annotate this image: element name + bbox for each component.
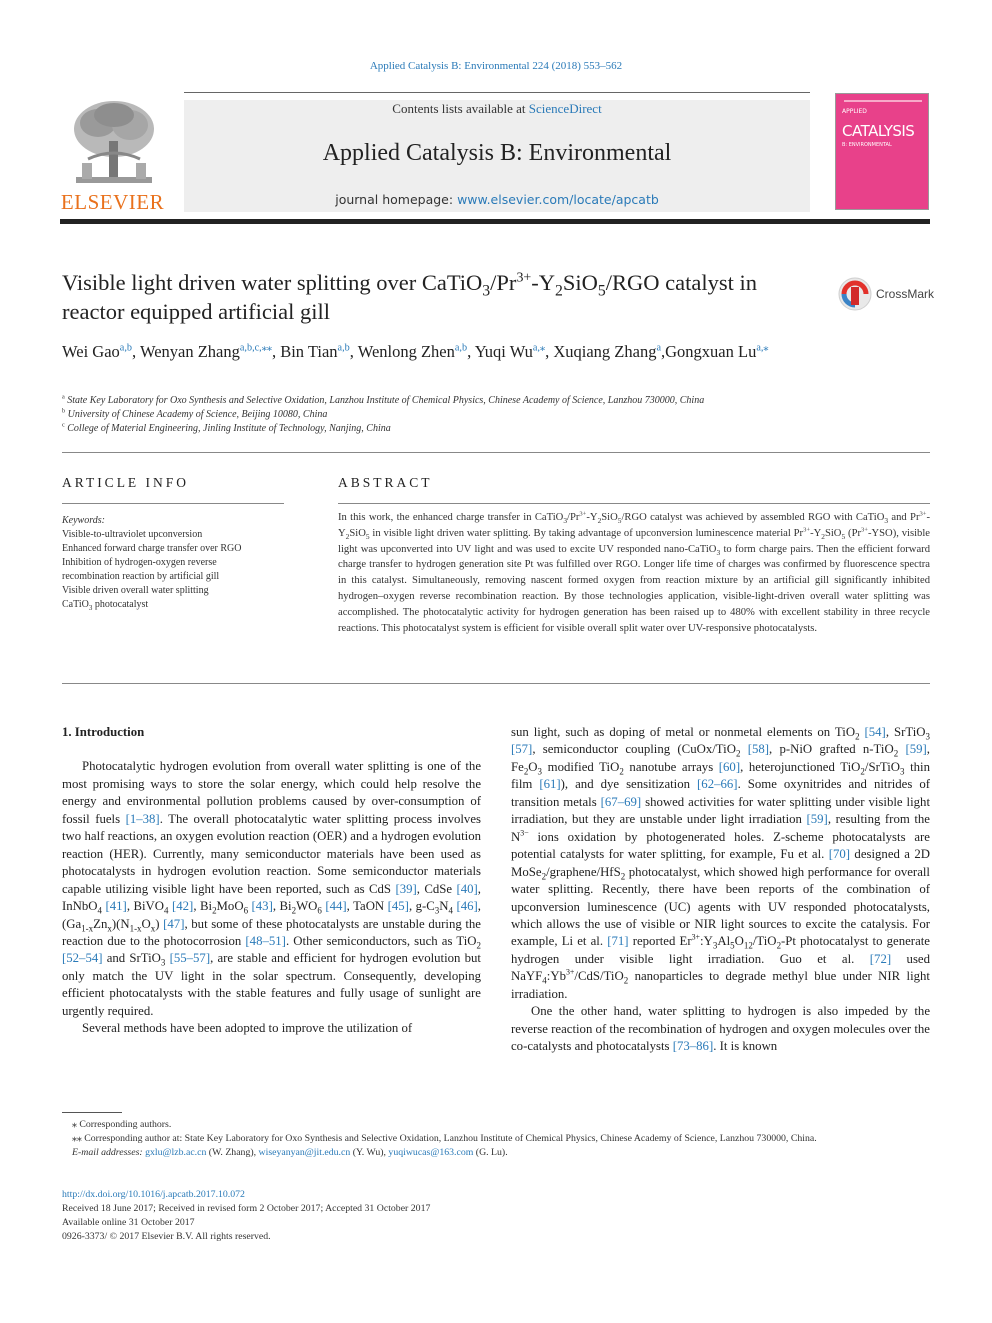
author-name[interactable]: Xuqiang Zhang$^a$ [553,342,661,361]
elsevier-logo[interactable] [60,97,165,212]
author-name[interactable]: Wei Gao$^{a,b}$ [62,342,132,361]
crossmark-badge[interactable] [838,277,938,311]
author-name[interactable]: Yuqi $Wu^{a,⁎}$ [474,342,546,361]
keyword-item: recombination reaction by artificial gill [62,571,220,582]
reference-link[interactable]: [46] [456,899,478,914]
reference-link[interactable]: [44] [325,899,347,914]
received-dates: Received 18 June 2017; Received in revised form 2 October 2017; Accepted 31 October 2017 [62,1203,431,1214]
reference-link[interactable]: [73–86] [672,1039,714,1054]
keywords-label: Keywords: [62,515,105,526]
author-affiliation-marks[interactable]: a,⁎ [532,342,546,354]
abstract-rule [338,503,930,504]
contents-line [184,101,810,117]
crossmark-icon [838,277,872,311]
email-link[interactable]: gxlu@lzb.ac.cn [145,1147,207,1158]
intro-paragraph-2-start: Several methods have been adopted to improve the utilization of [82,1021,413,1036]
author-name[interactable]: Wenyan Zhang$^{a,b,c,⁎⁎}$ [139,342,272,361]
journal-homepage-link[interactable]: www.elsevier.com/locate/apcatb [457,192,659,207]
elsevier-tree-icon [68,97,160,189]
footnote-corresponding-address: ⁎⁎ Corresponding author at: State Key Laboratory for Oxo Synthesis and Selective Oxidation, Lanzhou Institute of Chemical Physics, Chinese Academy of Science, Lanzhou 730000, China. [72,1133,817,1144]
journal-cover-thumbnail[interactable] [835,93,929,210]
author-affiliation-marks[interactable]: a,b [119,342,132,354]
reference-link[interactable]: [39] [395,881,417,896]
reference-link[interactable]: [62–66] [697,777,738,792]
reference-link[interactable]: [70] [828,847,851,862]
reference-link[interactable]: [60] [718,759,741,774]
footnotes [62,1118,930,1160]
reference-link[interactable]: [67–69] [600,794,642,809]
reference-link[interactable]: [52–54] [62,951,103,966]
author-affiliation-marks[interactable]: a,b [454,342,468,354]
reference-link[interactable]: [55–57] [169,951,211,966]
section-divider [62,683,930,684]
abstract-heading: ABSTRACT [338,475,433,490]
email-link[interactable]: yuqiwucas@163.com [388,1147,474,1158]
article-info-rule [62,503,284,504]
author-name[interactable]: Wenlong Zhen$^{a,b}$ [357,342,468,361]
reference-link[interactable]: [71] [607,934,629,949]
reference-link[interactable]: [58] [747,742,770,757]
author-affiliation-marks[interactable]: a,⁎ [756,342,769,354]
journal-homepage-line [184,192,810,207]
reference-link[interactable]: [57] [511,742,533,757]
intro-paragraph-2-cont: sun light, such as doping of metal or nonmetal elements on TiO$_2$ [54], SrTiO$_3$ [57], semiconductor coupling (CuOx/TiO$_2$ [58], p-NiO grafted n-TiO$_2$ [59], $Fe_2O_3$ modified TiO$_2$ nanotube arrays [60], heterojunctioned TiO$_2$/SrTiO$_3$ thin film [61]), and dye sensitization [62–66]. Some oxynitrides and nitrides of transition metals [67–69] showed activities for water splitting under visible light irradiation, but they are unstable under light irradiation [59], resulting from the $N^{3-}$ ions oxidation by photogenerated holes. Z-scheme photocatalysts are potential catalysts for water splitting, for example, Fu et al. [70] designed a 2D MoSe$_2$/graphene/HfS$_2$ photocatalyst, which showed high performance for overall water splitting. Recently, there have been reports of the combination of upconversion luminescence (UC) agents with UV responded photocatalysts, which allows the use of visible or NIR light sources to excite the catalysis. For example, Li et al. [71] reported $Er^{3+}:Y_3Al_5O_{12}/TiO_2-Pt$ photocatalyst to generate hydrogen under visible light irradiation. Guo et al. [72] used $NaYF_4:Yb^{3+}/CdS/TiO_2$ nanoparticles to degrade methyl blue under NIR light irradiation. [511,725,931,1001]
email-link[interactable]: wiseyanyan@jit.edu.cn [258,1147,351,1158]
header-bottom-rule [60,219,930,224]
article-info-heading: ARTICLE INFO [62,475,190,490]
affiliations [62,394,922,436]
intro-paragraph-3: One the other hand, water splitting to hydrogen is also impeded by the reverse reaction of the recombination of hydrogen and oxygen molecules over the co-catalysts and photocatalysts [73–86]. It is known [511,1004,930,1054]
affiliation-b: $^b$ University of Chinese Academy of Science, Beijing 10080, China [62,407,328,420]
affiliation-a: $^a$ State Key Laboratory for Oxo Synthesis and Selective Oxidation, Lanzhou Institute of Chemical Physics, Chinese Academy of Science, Lanzhou 730000, China [62,393,705,406]
author-affiliation-marks[interactable]: a,b [337,342,350,354]
footnote-rule [62,1112,122,1113]
cover-title-text: CATALYSIS [842,122,915,140]
reference-link[interactable]: [59] [806,812,828,827]
keyword-item: Visible driven overall water splitting [62,585,209,596]
email-label: E-mail addresses: [72,1147,143,1158]
author-name[interactable]: Gongxuan $Lu^{a,⁎}$ [665,342,769,361]
keyword-item: Visible-to-ultraviolet upconversion [62,529,203,540]
author-affiliation-marks[interactable]: a [656,342,661,354]
sciencedirect-link[interactable]: ScienceDirect [528,101,602,116]
contents-prefix: Contents lists available at [392,101,529,116]
journal-title: Applied Catalysis B: Environmental [322,140,672,166]
affiliation-c: $^c$ College of Material Engineering, Jinling Institute of Technology, Nanjing, China [62,421,391,434]
cover-top-band [844,100,922,102]
author-affiliation-marks[interactable]: a,b,c,⁎⁎ [239,342,272,354]
online-date: Available online 31 October 2017 [62,1217,195,1228]
author-name[interactable]: Bin Tian$^{a,b}$ [280,342,350,361]
paper-title: Visible light driven water splitting over $CaTiO_3/Pr^{3+}-Y_2SiO_5$/RGO catalyst in reactor equipped artificial gill [62,270,758,324]
elsevier-wordmark: ELSEVIER [60,190,165,214]
article-metadata [62,1188,662,1244]
doi-link[interactable]: http://dx.doi.org/10.1016/j.apcatb.2017.10.072 [62,1189,245,1200]
reference-link[interactable]: [42] [171,899,194,914]
header-top-rule [184,92,810,93]
journal-citation[interactable]: Applied Catalysis B: Environmental 224 (2018) 553–562 [369,60,623,72]
keyword-item: CaTiO$_3$ photocatalyst [62,599,149,612]
reference-link[interactable]: [40] [456,881,478,896]
reference-link[interactable]: [1–38] [125,811,160,826]
keyword-item: Enhanced forward charge transfer over RGO [62,543,242,554]
homepage-prefix: journal homepage: [335,192,458,207]
copyright-line: 0926-3373/ © 2017 Elsevier B.V. All rights reserved. [62,1231,271,1242]
intro-paragraph-1: Photocatalytic hydrogen evolution from overall water splitting is one of the most promising ways to store the solar energy, which could help resolve the energy and environmental pollution problems caused by over-consumption of fossil fuels [1–38]. The overall photocatalytic water splitting process involves two half reactions, an oxygen evolution reaction (OER) and a hydrogen evolution reaction (HER). Currently, many semiconductor materials have been used as photocatalysts in hydrogen evolution reaction. Some semiconductor materials capable utilizing visible light have been reported, such as CdS [39], CdSe [40], InNbO$_4$ [41], BiVO$_4$ [42], $Bi_2MoO_6$ [43], $Bi_2WO_6$ [44], TaON [45], $g-C_3N_4$ [46], $(Ga_{1-x}Zn_x)(N_{1-x}O_x)$ [47], but some of these photocatalysts are unstable during the reaction due to the photocorrosion [48–51]. Other semiconductors, such as TiO$_2$ [52–54] and SrTiO$_3$ [55–57], are stable and efficient for hydrogen evolution but only match the UV light in the solar spectrum. Consequently, developing efficient photocatalysts with the stable features and fully usage of sunlight are urgently required. [62,759,481,1018]
reference-link[interactable]: [72] [869,951,892,966]
reference-link[interactable]: [61] [539,777,561,792]
reference-link[interactable]: [45] [387,899,409,914]
cover-subtitle-text: B: ENVIRONMENTAL [842,142,892,148]
section-heading-introduction: 1. Introduction [62,725,145,739]
reference-link[interactable]: [43] [251,899,273,914]
reference-link[interactable]: [47] [163,916,185,931]
body-column-left [62,724,481,1038]
abstract-text: In this work, the enhanced charge transfer in $CaTiO_3/Pr^{3+}-Y_2SiO_5$/RGO catalyst was achieved by assembled RGO with CaTiO$_3$ and $Pr^{3+}-Y_2SiO_5$ in visible light driven water splitting. By taking advantage of upconversion luminescence material $Pr^{3+}-Y_2SiO_5$ $(Pr^{3+}-YSO)$, visible light was upconverted into UV light and was used to excite UV responded nano-CaTiO$_3$ to form charge pairs. Then the efficient forward charge transfer to hydrogen generation site Pt was fulfilled over RGO. Longer life time of charges was confirmed by fluorescence spectra in this catalyst. Simultaneously, removing nascent formed oxygen from reaction mixture by an artificial gill significantly inhibited hydrogen–oxygen reverse recombination reaction. By those technologies application, visible-light-driven overall water splitting was accomplished. The photocatalytic activity for hydrogen generation has been raised up to 480% with excellent stability in three recycle reactions. This photocatalyst system is efficient for visible overall split water over UV-responsive photocatalysts. [338,510,930,634]
section-divider [62,452,930,453]
footnote-emails: E-mail addresses: gxlu@lzb.ac.cn (W. Zhang), wiseyanyan@jit.edu.cn (Y. Wu), yuqiwucas@163.com (G. Lu). [72,1147,508,1158]
crossmark-label: CrossMark [876,287,935,301]
body-column-right [511,724,930,1056]
reference-link[interactable]: [48–51] [245,933,286,948]
author-list: Wei Gao$^{a,b}$, Wenyan Zhang$^{a,b,c,⁎⁎}$, Bin Tian$^{a,b}$, Wenlong Zhen$^{a,b}$, Yuqi $Wu^{a,⁎}$, Xuqiang Zhang$^a$,Gongxuan $Lu^{a,⁎}$ [62,342,769,361]
keywords-block [62,514,288,612]
keyword-item: Inhibition of hydrogen-oxygen reverse [62,557,217,568]
footnote-corresponding: ⁎ Corresponding authors. [72,1119,172,1130]
reference-link[interactable]: [54] [864,725,886,739]
reference-link[interactable]: [59] [905,742,927,757]
reference-link[interactable]: [41] [105,899,127,914]
cover-small-text: APPLIED [842,108,867,115]
